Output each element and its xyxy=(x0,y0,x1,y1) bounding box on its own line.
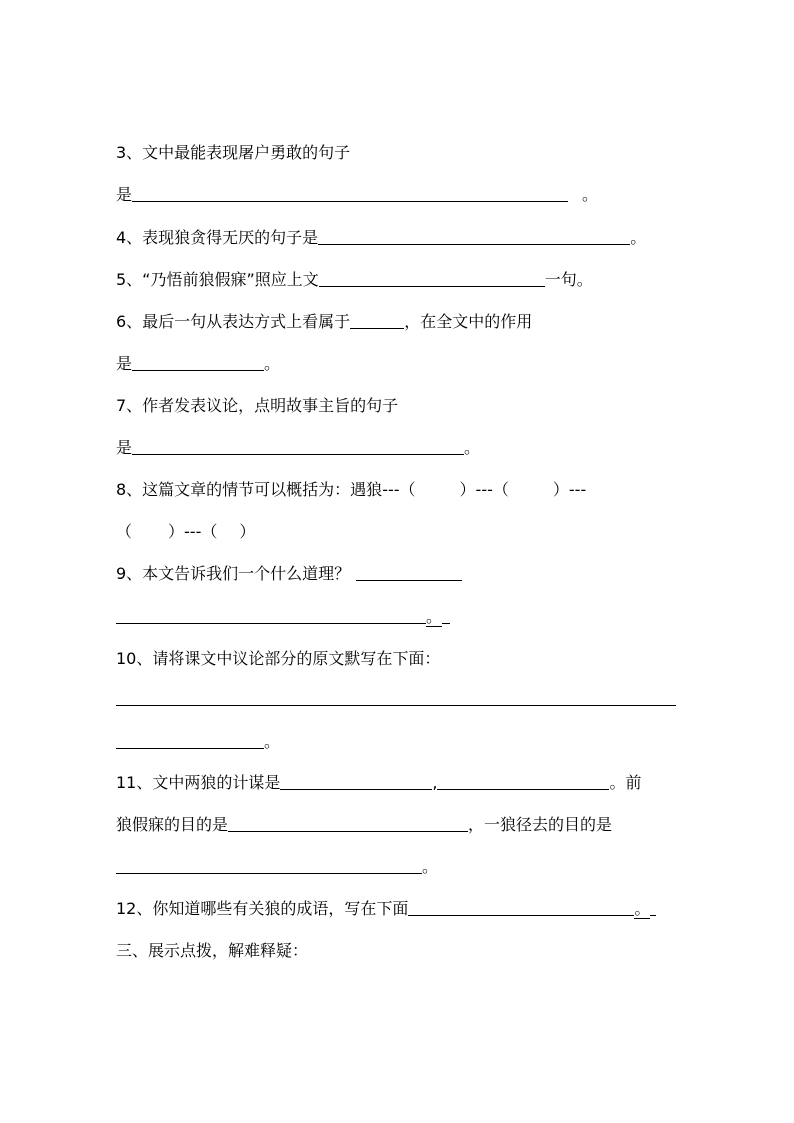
question-3-answer-line xyxy=(116,183,598,207)
question-6-blank-2[interactable] xyxy=(132,352,264,371)
question-8-dash-3: --- xyxy=(568,480,587,499)
question-7-blank[interactable] xyxy=(132,436,464,455)
question-3-lead: 是 xyxy=(116,185,133,204)
question-6-period: 。 xyxy=(264,354,281,373)
question-6-text: 6、最后一句从表达方式上看属于 xyxy=(116,312,351,331)
question-3 xyxy=(116,141,350,165)
question-5-suffix: 一句。 xyxy=(544,270,593,289)
section-3-text: 三、展示点拨，解难释疑： xyxy=(116,941,309,960)
question-3-text: 3、文中最能表现屠户勇敢的句子 xyxy=(116,143,351,162)
question-6 xyxy=(116,310,532,334)
question-11-blank-4[interactable] xyxy=(116,855,422,874)
question-6-lead: 是 xyxy=(116,354,133,373)
question-10-blank[interactable] xyxy=(116,730,264,749)
question-6-answer-line xyxy=(116,352,280,376)
question-12-text: 12、你知道哪些有关狼的成语，写在下面 xyxy=(116,899,409,918)
question-9-text: 9、本文告诉我们一个什么道理？ xyxy=(116,564,351,583)
question-9-blank-2[interactable] xyxy=(116,605,426,624)
question-6-blank-1[interactable] xyxy=(350,310,404,329)
question-10 xyxy=(116,647,440,671)
question-10-text: 10、请将课文中议论部分的原文默写在下面： xyxy=(116,649,441,668)
question-7 xyxy=(116,394,398,418)
question-8-close-2: ） xyxy=(552,480,569,499)
question-4-text: 4、表现狼贪得无厌的句子是 xyxy=(116,228,319,247)
question-8-line-2 xyxy=(116,520,255,544)
question-11-mid: 。前 xyxy=(609,773,642,792)
question-8-close-1: ） xyxy=(459,480,476,499)
question-8-open-4: （ xyxy=(201,522,218,541)
question-9-period: 。 xyxy=(426,607,443,626)
question-9-blank-1[interactable] xyxy=(356,562,462,581)
question-11-blank-2[interactable] xyxy=(437,771,609,790)
question-9-answer-line xyxy=(116,605,450,629)
question-12-blank-tail[interactable] xyxy=(650,897,656,916)
question-7-answer-line xyxy=(116,436,480,460)
question-5 xyxy=(116,268,593,292)
question-3-period: 。 xyxy=(582,185,599,204)
question-8-dash-1: --- xyxy=(382,480,400,499)
question-8-text: 8、这篇文章的情节可以概括为：遇狼 xyxy=(116,480,383,499)
question-11-period: 。 xyxy=(422,857,439,876)
question-11-blank-1[interactable] xyxy=(280,771,432,790)
question-10-answer-line xyxy=(116,730,280,754)
question-5-text: 5、“乃悟前狼假寐”照应上文 xyxy=(116,270,319,289)
question-9-blank-3[interactable] xyxy=(442,605,450,624)
question-7-lead: 是 xyxy=(116,438,133,457)
question-6-mid: ，在全文中的作用 xyxy=(404,312,533,331)
question-4-blank[interactable] xyxy=(318,226,630,245)
question-8-dash-4: --- xyxy=(184,522,202,541)
question-5-blank[interactable] xyxy=(319,268,545,287)
question-11-blank-3[interactable] xyxy=(228,813,468,832)
question-11-answer-line xyxy=(116,855,438,879)
question-12 xyxy=(116,897,656,921)
question-10-rule[interactable] xyxy=(116,705,676,706)
question-3-blank[interactable] xyxy=(132,183,568,202)
question-8-close-4: ） xyxy=(239,522,256,541)
question-4 xyxy=(116,226,646,250)
question-11-line2-text: 狼假寐的目的是 xyxy=(116,815,229,834)
question-8-open-3: （ xyxy=(116,522,133,541)
question-8-open-2: （ xyxy=(492,480,509,499)
question-11-line-2 xyxy=(116,813,612,837)
question-8-dash-2: --- xyxy=(475,480,493,499)
section-3-heading xyxy=(116,939,308,963)
question-11 xyxy=(116,771,641,795)
question-11-mid2: ，一狼径去的目的是 xyxy=(468,815,613,834)
question-7-period: 。 xyxy=(464,438,481,457)
question-12-blank[interactable] xyxy=(408,897,634,916)
question-11-text: 11、文中两狼的计谋是 xyxy=(116,773,281,792)
question-8 xyxy=(116,478,586,502)
question-8-close-3: ） xyxy=(168,522,185,541)
question-4-period: 。 xyxy=(630,228,647,247)
question-8-open-1: （ xyxy=(399,480,416,499)
question-7-text: 7、作者发表议论，点明故事主旨的句子 xyxy=(116,396,399,415)
question-10-period: 。 xyxy=(264,732,281,751)
question-9 xyxy=(116,562,462,586)
question-12-period: 。 xyxy=(634,899,651,918)
question-11-comma: , xyxy=(432,773,438,792)
